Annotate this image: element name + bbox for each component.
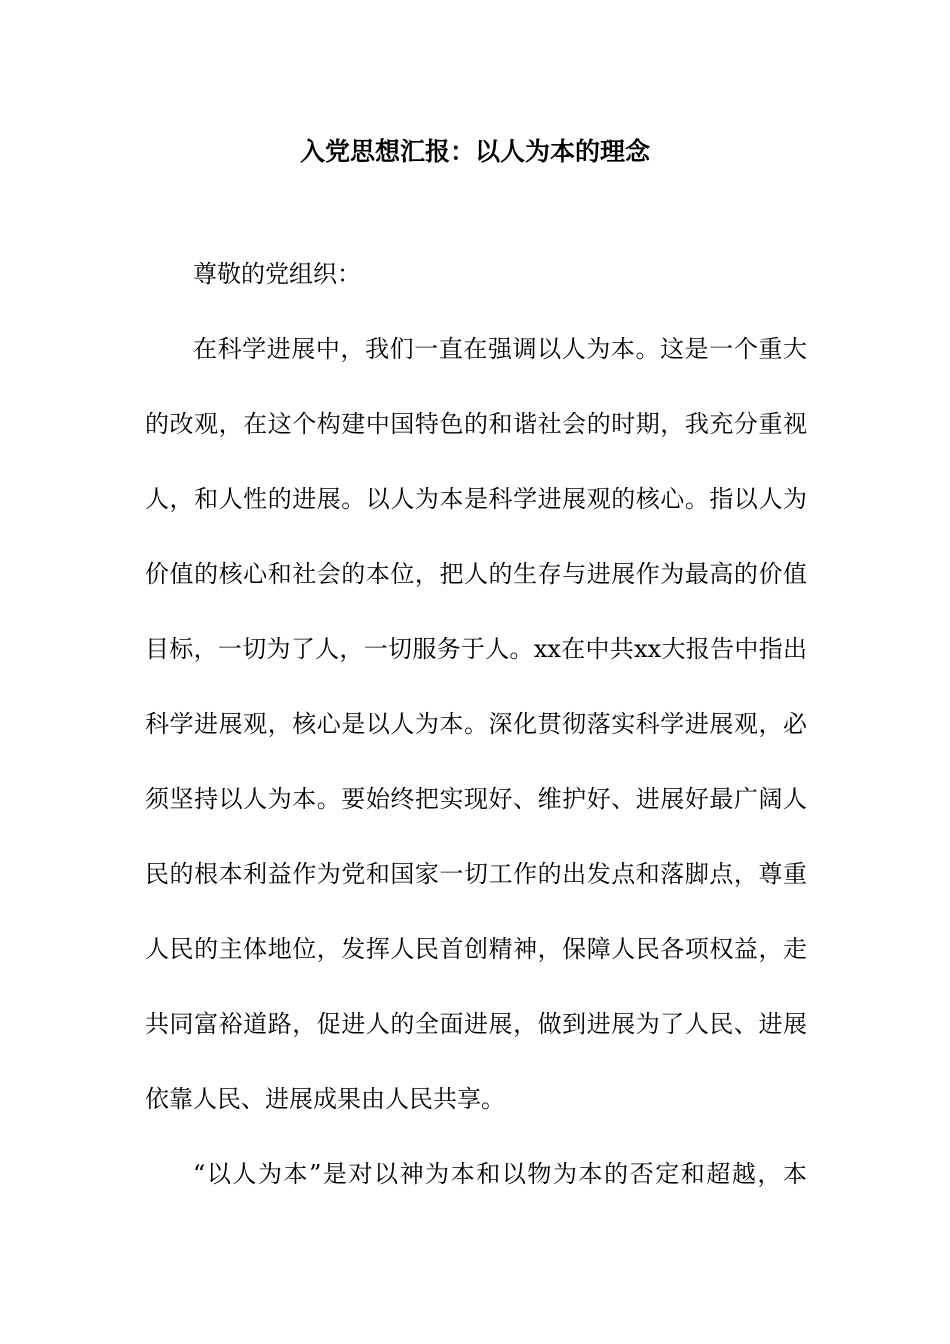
paragraph-line: 须坚持以人为本。要始终把实现好、维护好、进展好最广阔人 bbox=[145, 785, 807, 813]
paragraph-line: 人民的主体地位，发挥人民首创精神，保障人民各项权益，走 bbox=[145, 935, 807, 963]
salutation: 尊敬的党组织： bbox=[193, 260, 361, 288]
paragraph-line: 在科学进展中，我们一直在强调以人为本。这是一个重大 bbox=[193, 335, 807, 363]
paragraph-line: 价值的核心和社会的本位，把人的生存与进展作为最高的价值 bbox=[145, 560, 807, 588]
paragraph-line: 共同富裕道路，促进人的全面进展，做到进展为了人民、进展 bbox=[145, 1010, 807, 1038]
document-title: 入党思想汇报：以人为本的理念 bbox=[299, 137, 650, 166]
paragraph-line: 科学进展观，核心是以人为本。深化贯彻落实科学进展观，必 bbox=[145, 710, 807, 738]
paragraph-line: “以人为本”是对以神为本和以物为本的否定和超越，本 bbox=[193, 1160, 807, 1188]
paragraph-line: 目标，一切为了人，一切服务于人。xx在中共xx大报告中指出 bbox=[145, 635, 807, 663]
paragraph-line: 依靠人民、进展成果由人民共享。 bbox=[145, 1085, 505, 1113]
paragraph-line: 的改观，在这个构建中国特色的和谐社会的时期，我充分重视 bbox=[145, 410, 807, 438]
paragraph-line: 人，和人性的进展。以人为本是科学进展观的核心。指以人为 bbox=[145, 485, 807, 513]
paragraph-line: 民的根本利益作为党和国家一切工作的出发点和落脚点，尊重 bbox=[145, 860, 807, 888]
